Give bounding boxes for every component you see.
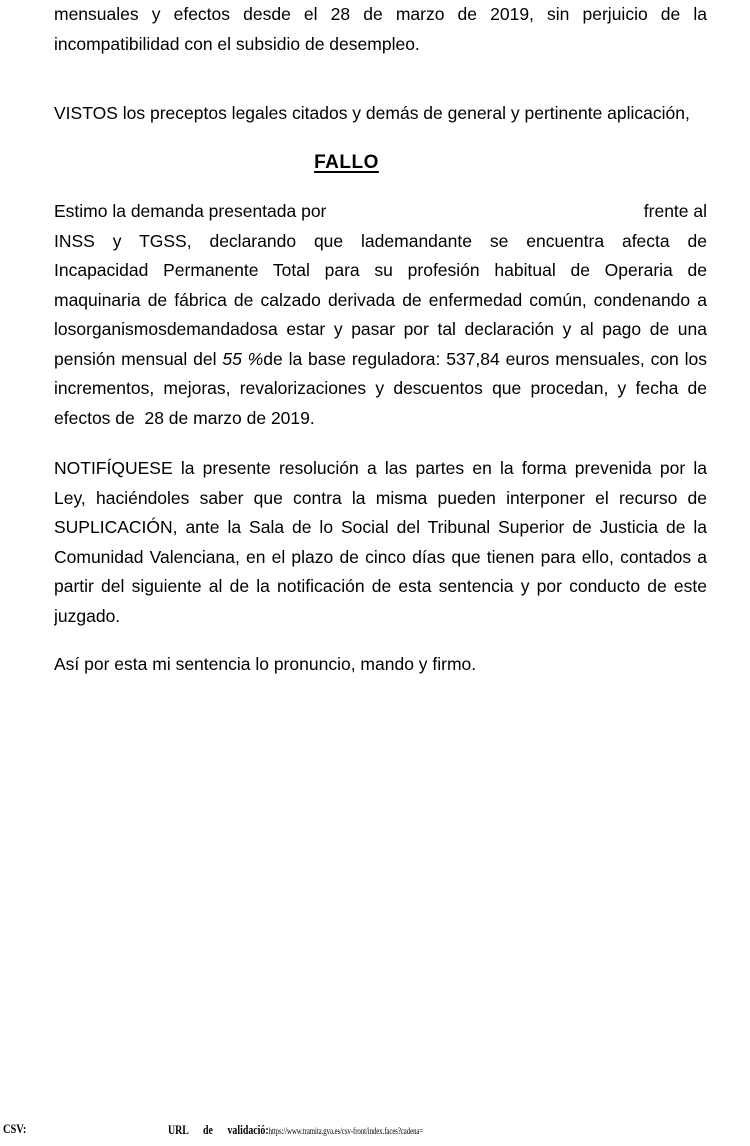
text-line: incompatibilidad con el subsidio de desempleo. <box>54 33 420 54</box>
text-line: VISTOS los preceptos legales citados y demás de general y pertinente aplicación, <box>54 103 690 123</box>
text-line: juzgado. <box>54 605 121 626</box>
text-line: efectos de 28 de marzo de 2019. <box>54 407 315 428</box>
validation-url-label: URL de validació: <box>168 1122 269 1137</box>
text-line: SUPLICACIÓN, ante la Sala de lo Social del Tribunal Superior de Justicia de la <box>54 517 707 537</box>
text-line: NOTIFÍQUESE la presente resolución a las partes en la forma prevenida por la <box>54 458 707 478</box>
pension-pre-text: pensión mensual del <box>54 348 223 369</box>
heading-fallo-text: FALLO <box>314 151 379 173</box>
paragraph-vistos <box>54 99 707 129</box>
text-line: partir del siguiente al de la notificación de esta sentencia y por conducto de este <box>54 576 707 596</box>
paragraph-closing <box>54 650 707 680</box>
text-line-pension <box>54 345 707 375</box>
pension-post-text: de la base reguladora: 537,84 euros mensuales, con los <box>263 348 707 369</box>
document-body <box>54 0 707 680</box>
paragraph-notifiquese <box>54 454 707 631</box>
text-line-with-redaction <box>54 197 707 227</box>
validation-url-block <box>168 1121 423 1139</box>
text-line: incrementos, mejoras, revalorizaciones y descuentos que procedan, y fecha de <box>54 378 707 398</box>
text-line: Incapacidad Permanente Total para su profesión habitual de Operaria de <box>54 260 707 280</box>
validation-url: https://www.tramita.gva.es/csv-front/index.faces?cadena= <box>268 1126 424 1136</box>
paragraph-fallo-estimo <box>54 197 707 433</box>
text-line: mensuales y efectos desde el 28 de marzo de 2019, sin perjuicio de la <box>54 4 707 24</box>
paragraph-continuation <box>54 0 707 59</box>
text-line: losorganismosdemandadosa estar y pasar por tal declaración y al pago de una <box>54 319 707 339</box>
text-line: Ley, haciéndoles saber que contra la misma pueden interponer el recurso de <box>54 487 707 508</box>
heading-fallo <box>20 148 673 178</box>
validation-footer <box>0 1121 750 1139</box>
text-line: INSS y TGSS, declarando que lademandante se encuentra afecta de <box>54 230 707 251</box>
pension-percentage: 55 % <box>222 348 264 369</box>
estimo-trail-text: frente al <box>643 201 707 221</box>
estimo-lead-text: Estimo la demanda presentada por <box>54 201 327 221</box>
csv-label: CSV: <box>3 1121 27 1136</box>
text-line: Así por esta mi sentencia lo pronuncio, mando y firmo. <box>54 654 477 674</box>
text-line: Comunidad Valenciana, en el plazo de cinco días que tienen para ello, contados a <box>54 546 707 567</box>
text-line: maquinaria de fábrica de calzado derivada de enfermedad común, condenando a <box>54 289 707 310</box>
